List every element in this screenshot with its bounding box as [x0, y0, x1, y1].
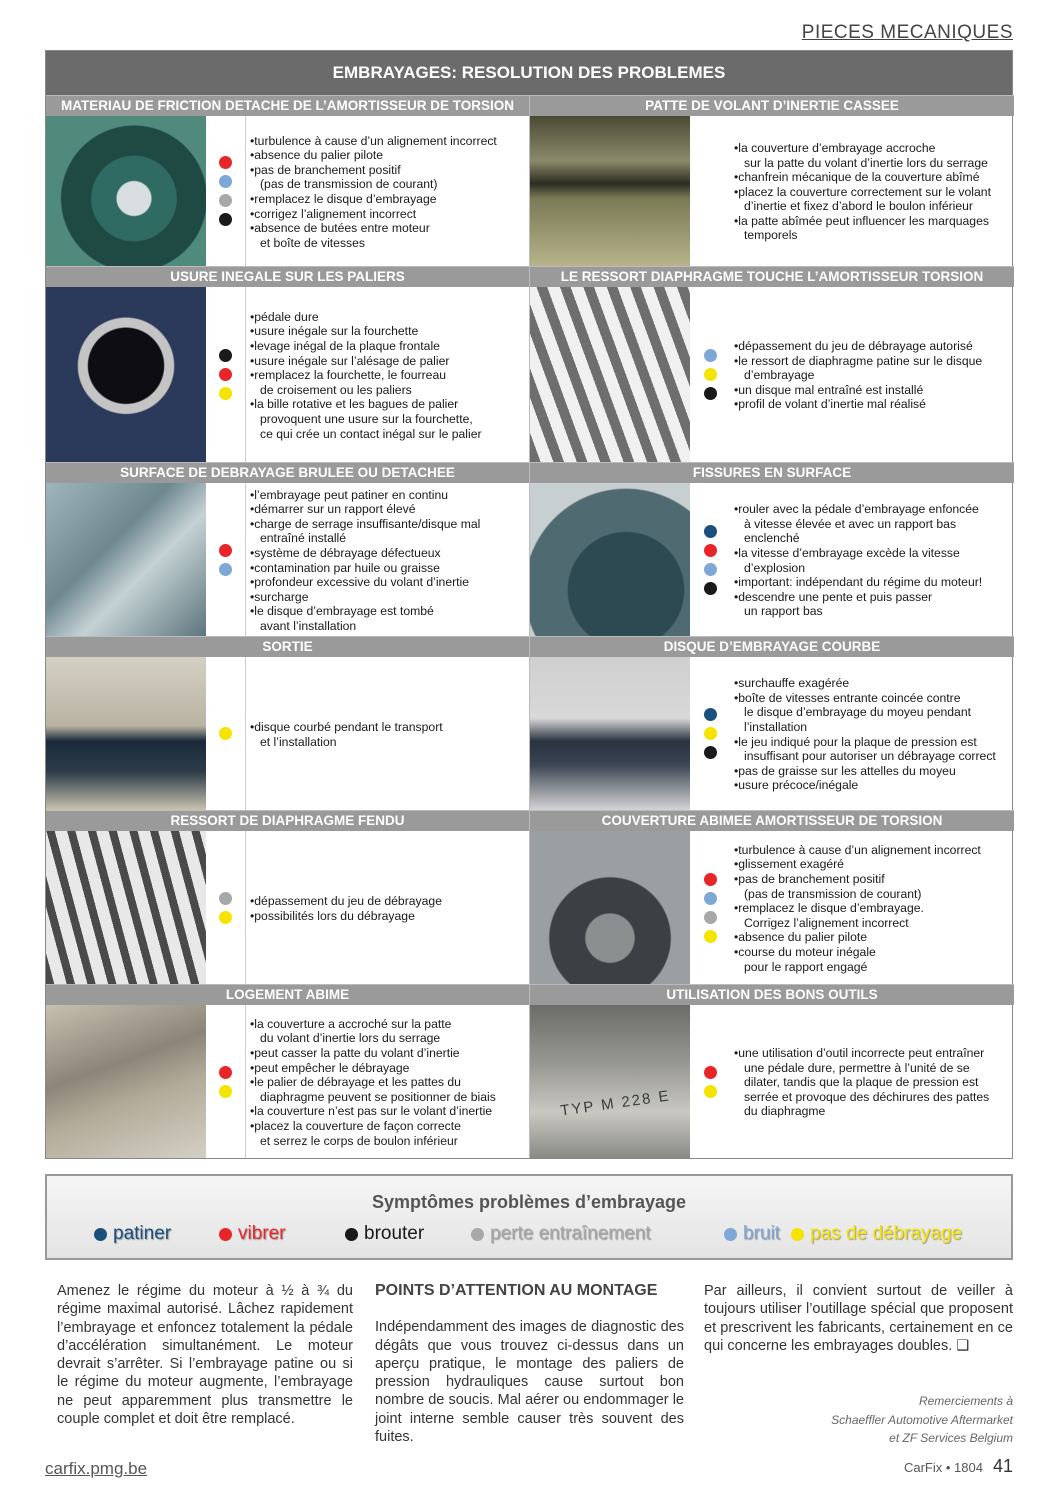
cause-item: • charge de serrage insuffisante/disque mal entraîné installé	[250, 517, 480, 546]
cause-item: • un disque mal entraîné est installé	[734, 383, 982, 398]
cause-item: • descendre une pente et puis passer un rapport bas	[734, 590, 982, 619]
cause-list	[730, 287, 990, 462]
cause-item: • pas de branchement positif (pas de transmission de courant)	[250, 163, 497, 192]
cause-item: • usure précoce/inégale	[734, 778, 996, 793]
cause-item: • la patte abîmée peut influencer les marquages temporels	[734, 214, 991, 243]
cause-list	[246, 831, 450, 984]
cause-item: • surcharge	[250, 590, 480, 605]
cause-item: • dépassement du jeu de débrayage	[250, 894, 442, 909]
problem-cell	[530, 636, 1014, 810]
bent-clutch-disc-photo	[530, 657, 690, 810]
symptom-dot-bruit	[704, 892, 717, 905]
problem-cell	[530, 95, 1014, 266]
symptom-dot-perte	[219, 194, 232, 207]
cause-item: • course du moteur inégale pour le rapport engagé	[734, 945, 981, 974]
problem-cell	[530, 266, 1014, 462]
cause-item: • système de débrayage défectueux	[250, 546, 480, 561]
legend-dot-vibrer	[219, 1228, 232, 1241]
cause-item: • possibilités lors du débrayage	[250, 909, 442, 924]
cause-item: • pas de graisse sur les attelles du moyeu	[734, 764, 996, 779]
pressure-plate-typ-m228e-photo	[530, 1005, 690, 1158]
cause-item: • absence de butées entre moteur et boîte de vitesses	[250, 221, 497, 250]
cause-item: • le ressort de diaphragme patine sur le disque d’embrayage	[734, 354, 982, 383]
cause-item: • la couverture d’embrayage accroche sur la patte du volant d’inertie lors du serrage	[734, 141, 991, 170]
problem-cell	[46, 95, 530, 266]
table-title: EMBRAYAGES: RESOLUTION DES PROBLEMES	[46, 51, 1012, 95]
symptom-dots	[206, 287, 246, 462]
symptom-legend	[45, 1174, 1013, 1260]
cause-item: • turbulence à cause d’un alignement incorrect	[734, 843, 981, 858]
symptom-dots	[206, 831, 246, 984]
website-link[interactable]: carfix.pmg.be	[45, 1459, 148, 1478]
cause-item: • l’embrayage peut patiner en continu	[250, 488, 480, 503]
legend-item-pas-debrayage	[791, 1223, 962, 1245]
symptom-dot-perte	[219, 892, 232, 905]
symptom-dots	[690, 116, 730, 266]
cause-item: • levage inégal de la plaque frontale	[250, 339, 482, 354]
cause-item: • corrigez l’alignement incorrect	[250, 207, 497, 222]
broken-flywheel-tab-photo	[530, 116, 690, 266]
troubleshooting-table	[45, 50, 1013, 1159]
symptom-dot-brouter	[704, 746, 717, 759]
col1-paragraph: Amenez le régime du moteur à ½ à ¾ du régime maximal autorisé. Lâchez rapidement l’embrayage et enfoncez totalement la pédale d’accélération simultanément. Le moteur devrait s’arrêter. Si l’embrayage patine ou si le régime du moteur augmente, l’embrayage ne peut apparemment plus transmettre le couple complet et doit être remplacé.	[57, 1283, 353, 1428]
bearing-uneven-wear-photo	[46, 287, 206, 462]
cause-item: • absence du palier pilote	[250, 148, 497, 163]
thanks-line-2: Schaeffler Automotive Aftermarket	[831, 1412, 1013, 1427]
cause-list	[246, 116, 505, 266]
symptom-dot-bruit	[704, 349, 717, 362]
symptom-dot-bruit	[704, 563, 717, 576]
cause-item: • le palier de débrayage et les pattes du diaphragme peuvent se positionner de biais	[250, 1075, 496, 1104]
symptom-dots	[690, 831, 730, 984]
cause-item: • le jeu indiqué pour la plaque de pression est insuffisant pour autoriser un débrayage correct	[734, 735, 996, 764]
legend-item-perte	[471, 1223, 651, 1245]
cause-item: • usure inégale sur la fourchette	[250, 324, 482, 339]
symptom-dots	[690, 1005, 730, 1158]
symptom-dots	[206, 483, 246, 636]
legend-row	[47, 1223, 1011, 1247]
problem-title: SURFACE DE DEBRAYAGE BRULEE OU DETACHEE	[46, 463, 529, 483]
problem-cell	[46, 984, 530, 1158]
cause-item: • chanfrein mécanique de la couverture abîmé	[734, 170, 991, 185]
dial-gauge-runout-photo	[46, 657, 206, 810]
legend-label: brouter	[364, 1223, 425, 1244]
problem-title: UTILISATION DES BONS OUTILS	[530, 985, 1014, 1005]
cause-item: • remplacez le disque d’embrayage. Corrigez l’alignement incorrect	[734, 901, 981, 930]
symptom-dot-pas-debrayage	[219, 387, 232, 400]
legend-dot-bruit	[724, 1228, 737, 1241]
col2-heading: POINTS D’ATTENTION AU MONTAGE	[375, 1282, 658, 1299]
legend-label: bruit	[743, 1223, 780, 1244]
symptom-dot-vibrer	[219, 368, 232, 381]
symptom-dot-pas-debrayage	[704, 930, 717, 943]
symptom-dot-pas-debrayage	[704, 368, 717, 381]
legend-dot-pas-debrayage	[791, 1228, 804, 1241]
cause-item: • la couverture a accroché sur la patte du volant d’inertie lors du serrage	[250, 1017, 496, 1046]
cause-item: • contamination par huile ou graisse	[250, 561, 480, 576]
problem-title: COUVERTURE ABIMEE AMORTISSEUR DE TORSION	[530, 811, 1014, 831]
cause-item: • remplacez la fourchette, le fourreau de croisement ou les paliers	[250, 368, 482, 397]
symptom-dot-vibrer	[219, 544, 232, 557]
cause-item: • disque courbé pendant le transport et l’installation	[250, 720, 443, 749]
symptom-dot-vibrer	[704, 544, 717, 557]
symptom-dot-vibrer	[704, 1066, 717, 1079]
symptom-dot-brouter	[704, 582, 717, 595]
problem-title: LOGEMENT ABIME	[46, 985, 529, 1005]
cause-list	[730, 483, 990, 636]
cause-item: • la vitesse d’embrayage excède la vitesse d’explosion	[734, 546, 982, 575]
legend-item-brouter	[345, 1223, 424, 1245]
symptom-dot-brouter	[704, 387, 717, 400]
problem-cell	[530, 810, 1014, 984]
cause-item: • le disque d’embrayage est tombé avant l’installation	[250, 604, 480, 633]
symptom-dot-brouter	[219, 213, 232, 226]
cause-list	[246, 657, 451, 810]
legend-label: pas de débrayage	[810, 1223, 963, 1244]
problem-cell	[46, 266, 530, 462]
text-column-3	[704, 1282, 1013, 1355]
cause-item: • usure inégale sur l’alésage de palier	[250, 354, 482, 369]
cause-item: • remplacez le disque d’embrayage	[250, 192, 497, 207]
thanks-line-1: Remerciements à	[918, 1394, 1013, 1408]
problem-title: SORTIE	[46, 637, 529, 657]
cause-list	[730, 116, 999, 266]
damaged-torsion-damper-cover-photo	[530, 831, 690, 984]
section-label: PIECES MECANIQUES	[801, 22, 1013, 43]
legend-dot-perte	[471, 1228, 484, 1241]
page-number: 41	[992, 1456, 1013, 1476]
text-column-1	[57, 1282, 353, 1428]
cause-item: • dépassement du jeu de débrayage autorisé	[734, 339, 982, 354]
legend-dot-brouter	[345, 1228, 358, 1241]
cause-item: • profil de volant d’inertie mal réalisé	[734, 397, 982, 412]
problem-cell	[46, 810, 530, 984]
legend-title: Symptômes problèmes d’embrayage	[371, 1192, 687, 1212]
troubleshooting-grid	[46, 95, 1012, 1158]
legend-dot-patiner	[94, 1228, 107, 1241]
cause-item: • absence du palier pilote	[734, 930, 981, 945]
cause-item: • pas de branchement positif (pas de transmission de courant)	[734, 872, 981, 901]
problem-title: MATERIAU DE FRICTION DETACHE DE L’AMORTISSEUR DE TORSION	[46, 96, 529, 116]
cause-item: • rouler avec la pédale d’embrayage enfoncée à vitesse élevée et avec un rapport bas enclenché	[734, 502, 982, 546]
problem-title: FISSURES EN SURFACE	[530, 463, 1014, 483]
diaphragm-spring-contact-photo	[530, 287, 690, 462]
legend-label: vibrer	[238, 1223, 286, 1244]
cause-list	[730, 657, 1004, 810]
problem-title: LE RESSORT DIAPHRAGME TOUCHE L’AMORTISSEUR TORSION	[530, 267, 1014, 287]
burnt-friction-surface-photo	[46, 483, 206, 636]
problem-title: RESSORT DE DIAPHRAGME FENDU	[46, 811, 529, 831]
cause-item: • profondeur excessive du volant d’inertie	[250, 575, 480, 590]
symptom-dot-pas-debrayage	[219, 727, 232, 740]
cause-list	[246, 287, 490, 462]
split-diaphragm-spring-photo	[46, 831, 206, 984]
acknowledgements	[831, 1392, 1013, 1448]
symptom-dot-pas-debrayage	[219, 911, 232, 924]
col2-paragraph: Indépendamment des images de diagnostic des dégâts que vous trouvez ci-dessus dans un aperçu pratique, le montage des paliers de pression hydrauliques cause surtout bon nombre de soucis. Mal aérer ou endommager le joint interne semble causer très souvent des fuites.	[375, 1319, 684, 1446]
cause-item: • placez la couverture correctement sur le volant d’inertie et fixez d’abord le boulon inférieur	[734, 185, 991, 214]
problem-cell	[46, 462, 530, 636]
page-footer	[904, 1456, 1013, 1477]
symptom-dot-patiner	[704, 708, 717, 721]
symptom-dot-pas-debrayage	[704, 1085, 717, 1098]
issue-label: CarFix • 1804	[903, 1460, 983, 1475]
photo-stamped-text: TYP M 228 E	[559, 1087, 672, 1120]
thanks-line-3: et ZF Services Belgium	[889, 1431, 1013, 1445]
symptom-dots	[206, 1005, 246, 1158]
problem-cell	[46, 636, 530, 810]
cause-item: • pédale dure	[250, 310, 482, 325]
col3-paragraph: Par ailleurs, il convient surtout de veiller à toujours utiliser l’outillage spécial que proposent et prescrivent les fabricants, certainement en ce qui concerne les embrayages doubles. ❑	[704, 1283, 1013, 1354]
cause-item: • peut empêcher le débrayage	[250, 1061, 496, 1076]
problem-title: PATTE DE VOLANT D’INERTIE CASSEE	[530, 96, 1014, 116]
symptom-dot-vibrer	[704, 873, 717, 886]
surface-cracks-photo	[530, 483, 690, 636]
cause-list	[246, 1005, 504, 1158]
problem-cell	[530, 462, 1014, 636]
symptom-dots	[690, 287, 730, 462]
problem-title: USURE INEGALE SUR LES PALIERS	[46, 267, 529, 287]
cause-item: • turbulence à cause d’un alignement incorrect	[250, 134, 497, 149]
symptom-dot-brouter	[219, 349, 232, 362]
cause-item: • peut casser la patte du volant d’inertie	[250, 1046, 496, 1061]
symptom-dots	[206, 657, 246, 810]
symptom-dot-bruit	[219, 175, 232, 188]
cause-item: • boîte de vitesses entrante coincée contre le disque d’embrayage du moyeu pendant l’installation	[734, 691, 996, 735]
damaged-housing-photo	[46, 1005, 206, 1158]
symptom-dot-vibrer	[219, 1066, 232, 1079]
cause-list	[246, 483, 488, 636]
symptom-dot-vibrer	[219, 156, 232, 169]
cause-item: • la couverture n’est pas sur le volant d’inertie	[250, 1104, 496, 1119]
legend-item-vibrer	[219, 1223, 286, 1245]
cause-item: • démarrer sur un rapport élevé	[250, 502, 480, 517]
symptom-dots	[206, 116, 246, 266]
cause-item: • une utilisation d’outil incorrecte peut entraîner une pédale dure, permettre à l’unité de se dilater, tandis que la plaque de pression est serrée et provoque des déchirures des pattes du diaphragme	[734, 1046, 989, 1119]
legend-item-patiner	[94, 1223, 171, 1245]
clutch-disc-torsion-damper-photo	[46, 116, 206, 266]
cause-item: • important: indépendant du régime du moteur!	[734, 575, 982, 590]
text-column-2	[375, 1282, 684, 1446]
symptom-dots	[690, 483, 730, 636]
legend-label: patiner	[113, 1223, 172, 1244]
legend-label: perte entraînement	[490, 1223, 651, 1244]
symptom-dot-perte	[704, 911, 717, 924]
symptom-dot-patiner	[704, 525, 717, 538]
cause-item: • placez la couverture de façon correcte et serrez le corps de boulon inférieur	[250, 1119, 496, 1148]
symptom-dot-pas-debrayage	[219, 1085, 232, 1098]
symptom-dot-bruit	[219, 563, 232, 576]
legend-item-bruit	[724, 1223, 780, 1245]
cause-list	[730, 1005, 997, 1158]
cause-item: • glissement exagéré	[734, 857, 981, 872]
cause-item: • surchauffe exagérée	[734, 676, 996, 691]
cause-list	[730, 831, 989, 984]
problem-cell	[530, 984, 1014, 1158]
cause-item: • la bille rotative et les bagues de palier provoquent une usure sur la fourchette, ce qui crée un contact inégal sur le palier	[250, 397, 482, 441]
symptom-dots	[690, 657, 730, 810]
symptom-dot-pas-debrayage	[704, 727, 717, 740]
problem-title: DISQUE D’EMBRAYAGE COURBE	[530, 637, 1014, 657]
